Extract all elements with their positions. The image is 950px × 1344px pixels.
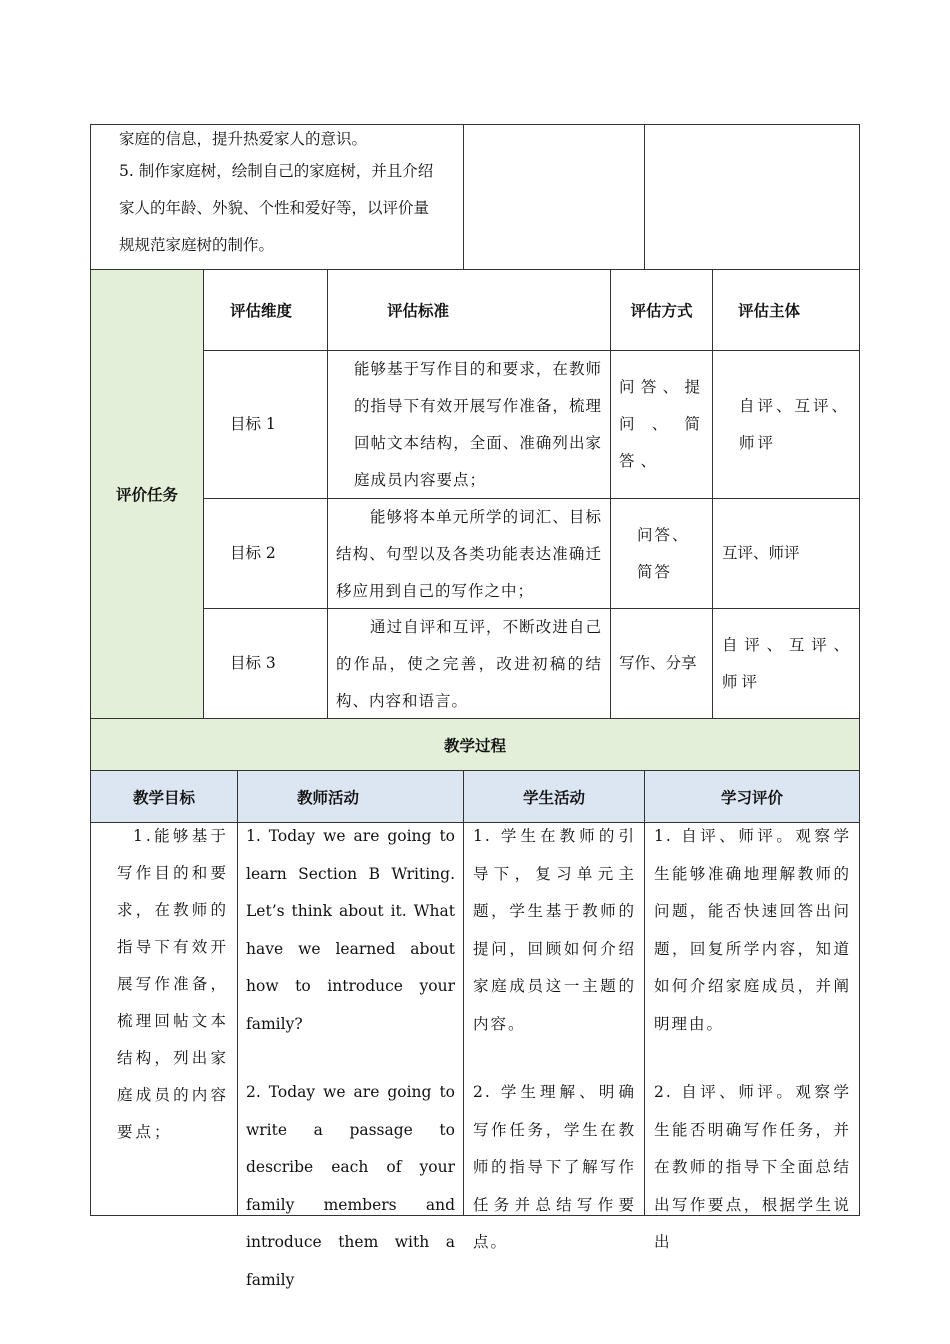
header-goal: 教学目标 bbox=[90, 770, 238, 823]
goal-text: 1.能够基于写作目的和要求，在教师的指导下有效开展写作准备，梳理回帖文本结构，列出家庭成员的内容要点； bbox=[117, 827, 229, 1141]
objectives-continuation-cell bbox=[90, 124, 464, 270]
goal-cell bbox=[90, 822, 238, 1216]
method-text: 问答、简答 bbox=[637, 525, 690, 581]
objective-line: 5. 制作家庭树，绘制自己的家庭树，并且介绍 bbox=[119, 162, 434, 180]
assessment-step-2: 2. 自评、师评。观察学生能否明确写作任务，并在教师的指导下全面总结出写作要点，根据学生说出 bbox=[654, 1083, 851, 1251]
table-bottom-border bbox=[90, 1215, 860, 1216]
student-step-1: 1. 学生在教师的引导下，复习单元主题，学生基于教师的提问，回顾如何介绍家庭成员这一主题的内容。 bbox=[473, 827, 636, 1033]
header-teacher: 教师活动 bbox=[237, 770, 464, 823]
standard-cell bbox=[327, 608, 611, 719]
method-cell bbox=[610, 350, 713, 499]
subject-cell: 互评、师评 bbox=[712, 498, 860, 609]
assessment-cell bbox=[644, 822, 860, 1251]
header-dimension: 评估维度 bbox=[203, 269, 328, 351]
subject-cell bbox=[712, 608, 860, 719]
objective-line: 家人的年龄、外貌、个性和爱好等，以评价量 bbox=[119, 199, 430, 217]
evaluation-task-label: 评价任务 bbox=[90, 269, 204, 719]
standard-cell bbox=[327, 498, 611, 609]
standard-text: 能够基于写作目的和要求，在教师的指导下有效开展写作准备，梳理回帖文本结构，全面、准确列出家庭成员内容要点； bbox=[354, 360, 602, 489]
method-text: 问答、提问、简答、 bbox=[619, 378, 706, 470]
header-method: 评估方式 bbox=[610, 269, 713, 351]
standard-text: 通过自评和互评，不断改进自己的作品，使之完善，改进初稿的结构、内容和语言。 bbox=[336, 618, 602, 710]
student-cell bbox=[463, 822, 645, 1251]
standard-text: 能够将本单元所学的词汇、目标结构、句型以及各类功能表达准确迁移应用到自己的写作之中； bbox=[336, 508, 602, 600]
teacher-step-1: 1. Today we are going to learn Section B Writing. Let’s think about it. What have we learned about how to introduce your family? bbox=[246, 827, 455, 1033]
dimension-cell: 目标 2 bbox=[203, 498, 328, 609]
lesson-table bbox=[90, 124, 860, 1289]
header-assessment: 学习评价 bbox=[644, 770, 860, 823]
assessment-step-1: 1. 自评、师评。观察学生能够准确地理解教师的问题，能否快速回答出问题，回复所学内容，知道如何介绍家庭成员，并阐明理由。 bbox=[654, 827, 851, 1033]
subject-text: 自评、互评、师评 bbox=[722, 635, 853, 691]
empty-cell bbox=[644, 124, 860, 270]
header-subject: 评估主体 bbox=[712, 269, 860, 351]
method-cell: 写作、分享 bbox=[610, 608, 713, 719]
teacher-step-2: 2. Today we are going to write a passage to describe each of your family members and introduce them with a family bbox=[246, 1083, 455, 1289]
student-step-2: 2. 学生理解、明确写作任务，学生在教师的指导下了解写作任务并总结写作要点。 bbox=[473, 1083, 636, 1251]
standard-cell bbox=[327, 350, 611, 499]
objective-line: 家庭的信息，提升热爱家人的意识。 bbox=[119, 130, 368, 148]
empty-cell bbox=[463, 124, 645, 270]
method-cell bbox=[610, 498, 713, 609]
dimension-cell: 目标 3 bbox=[203, 608, 328, 719]
subject-text: 自评、互评、师评 bbox=[739, 396, 851, 452]
process-title: 教学过程 bbox=[90, 718, 860, 771]
dimension-cell: 目标 1 bbox=[203, 350, 328, 499]
header-standard: 评估标准 bbox=[327, 269, 611, 351]
header-student: 学生活动 bbox=[463, 770, 645, 823]
subject-cell bbox=[712, 350, 860, 499]
teacher-cell bbox=[237, 822, 464, 1289]
objective-line: 规规范家庭树的制作。 bbox=[119, 236, 275, 254]
